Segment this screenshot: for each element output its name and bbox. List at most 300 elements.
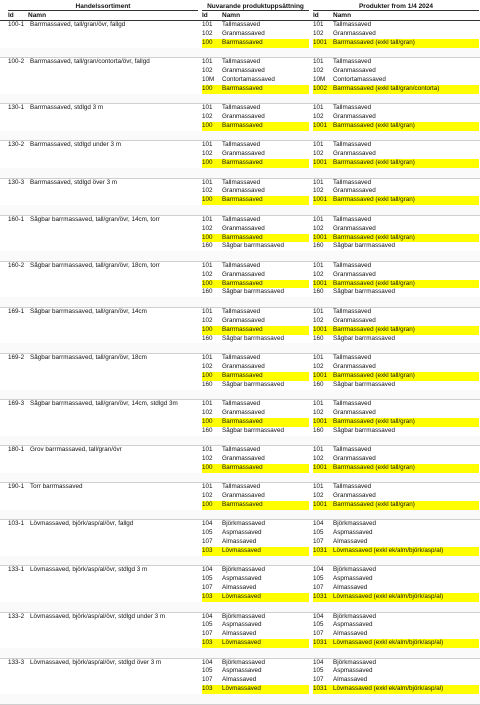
handel-cell [8, 141, 198, 150]
produkt-name: Barrmassaved (exkl tall/gran) [333, 325, 415, 333]
handel-id: 169-1 [8, 307, 25, 315]
nuvarande-id: 104 [202, 658, 213, 666]
handel-cell [8, 566, 198, 575]
table-row [0, 179, 480, 188]
nuvarande-id: 103 [202, 593, 213, 601]
nuvarande-name: Granmassaved [222, 362, 265, 370]
nuvarande-name: Barrmassaved [222, 371, 263, 379]
produkt-name: Tallmassaved [333, 446, 372, 454]
table-row [0, 520, 480, 529]
handel-cell [8, 354, 198, 363]
group-separator [0, 48, 480, 59]
produkt-id: 160 [313, 242, 324, 250]
nuvarande-id: 160 [202, 334, 213, 342]
produkt-id: 102 [313, 67, 324, 75]
nuvarande-name: Almassaved [222, 630, 257, 638]
produkt-name: Tallmassaved [333, 141, 372, 149]
group-separator [0, 131, 480, 142]
nuvarande-id: 102 [202, 187, 213, 195]
produkt-id: 1001 [313, 38, 328, 46]
nuvarande-id: 100 [202, 196, 213, 204]
nuvarande-id: 100 [202, 501, 213, 509]
nuvarande-id: 100 [202, 122, 213, 130]
handel-id: 103-1 [8, 520, 25, 528]
nuvarande-name: Granmassaved [222, 224, 265, 232]
id-heading: Id [202, 12, 208, 19]
nuvarande-cell [202, 67, 309, 76]
produkt-id: 107 [313, 584, 324, 592]
nuvarande-cell [202, 501, 309, 510]
produkt-name: Barrmassaved (exkl tall/gran) [333, 501, 415, 509]
nuvarande-id: 102 [202, 408, 213, 416]
produkt-id: 1001 [313, 463, 328, 471]
table-row [0, 122, 480, 131]
nuvarande-cell [202, 455, 309, 464]
nuvarande-cell [202, 483, 309, 492]
produkt-cell [313, 621, 479, 630]
nuvarande-id: 104 [202, 612, 213, 620]
handel-cell [8, 520, 198, 529]
nuvarande-cell [202, 335, 309, 344]
nuvarande-id: 102 [202, 224, 213, 232]
table-row [0, 280, 480, 289]
handel-cell [8, 659, 198, 668]
nuvarande-id: 101 [202, 178, 213, 186]
produkt-cell [313, 67, 479, 76]
nuvarande-name: Tallmassaved [222, 21, 261, 28]
nuvarande-cell [202, 685, 309, 694]
produkt-name: Granmassaved [333, 224, 376, 232]
handel-cell [8, 446, 198, 455]
nuvarande-cell [202, 179, 309, 188]
nuvarande-id: 101 [202, 141, 213, 149]
produkt-name: Barrmassaved (exkl tall/gran) [333, 38, 415, 46]
assortment-group [0, 354, 480, 400]
nuvarande-name: Granmassaved [222, 187, 265, 195]
nuvarande-id: 102 [202, 492, 213, 500]
handel-id: 169-3 [8, 400, 25, 407]
handel-cell [8, 85, 198, 94]
handel-name: Sågbar barrmassaved, tall/gran/övr, 14cm, torr [30, 215, 160, 223]
table-row [0, 216, 480, 225]
handel-cell [8, 676, 198, 685]
produkt-cell [313, 196, 479, 205]
handel-cell [8, 234, 198, 243]
table-row [0, 566, 480, 575]
handel-cell [8, 271, 198, 280]
assortment-group [0, 483, 480, 520]
nuvarande-id: 100 [202, 159, 213, 167]
produkt-id: 102 [313, 224, 324, 232]
handel-cell [8, 196, 198, 205]
produkt-cell [313, 455, 479, 464]
handel-id: 100-2 [8, 58, 25, 66]
table-row [0, 400, 480, 409]
nuvarande-id: 107 [202, 676, 213, 684]
group-separator [0, 94, 480, 105]
handel-name: Barrmassaved, stdlgd under 3 m [30, 141, 121, 149]
produkt-cell [313, 409, 479, 418]
produkt-id: 101 [313, 21, 324, 28]
nuvarande-cell [202, 58, 309, 67]
produkt-name: Granmassaved [333, 362, 376, 370]
produkt-name: Tallmassaved [333, 353, 372, 361]
nuvarande-cell [202, 613, 309, 622]
nuvarande-cell [202, 659, 309, 668]
subheader-handel [8, 11, 198, 20]
group-separator [0, 251, 480, 262]
nuvarande-name: Aspmassaved [222, 575, 262, 583]
produkt-name: Barrmassaved (exkl tall/gran) [333, 371, 415, 379]
produkt-id: 102 [313, 150, 324, 158]
nuvarande-cell [202, 381, 309, 390]
group-separator [0, 694, 480, 705]
group-separator [0, 648, 480, 659]
nuvarande-id: 102 [202, 29, 213, 37]
produkt-name: Barrmassaved (exkl tall/gran) [333, 159, 415, 167]
handel-cell [8, 335, 198, 344]
produkt-name: Almassaved [333, 538, 368, 546]
nuvarande-cell [202, 418, 309, 427]
assortment-group [0, 262, 480, 308]
produkt-name: Tallmassaved [333, 58, 372, 66]
nuvarande-id: 107 [202, 584, 213, 592]
produkt-cell [313, 446, 479, 455]
handel-cell [8, 547, 198, 556]
table-row [0, 159, 480, 168]
group-separator [0, 473, 480, 484]
produkt-cell [313, 418, 479, 427]
produkt-name: Barrmassaved (exkl tall/gran) [333, 279, 415, 287]
table-row [0, 630, 480, 639]
produkt-name: Sågbar barrmassaved [333, 242, 395, 250]
nuvarande-cell [202, 400, 309, 409]
nuvarande-id: 102 [202, 270, 213, 278]
produkt-name: Granmassaved [333, 187, 376, 195]
nuvarande-cell [202, 280, 309, 289]
produkt-id: 105 [313, 529, 324, 537]
nuvarande-id: 103 [202, 639, 213, 647]
produkt-name: Björkmassaved [333, 520, 377, 528]
produkt-cell [313, 667, 479, 676]
nuvarande-name: Tallmassaved [222, 400, 261, 407]
handel-name: Sågbar barrmassaved, tall/gran/övr, 14cm [30, 307, 147, 315]
produkt-cell [313, 520, 479, 529]
handel-name: Lövmassaved, björk/asp/al/övr, fallgd [30, 520, 134, 528]
handel-id: 100-1 [8, 21, 25, 28]
produkt-id: 1001 [313, 501, 328, 509]
table-row [0, 538, 480, 547]
produkt-cell [313, 271, 479, 280]
nuvarande-name: Aspmassaved [222, 621, 262, 629]
produkt-id: 102 [313, 29, 324, 37]
nuvarande-name: Sågbar barrmassaved [222, 288, 284, 296]
handel-name: Lövmassaved, björk/asp/al/övr, stdlgd över 3 m [30, 658, 162, 666]
produkt-name: Aspmassaved [333, 621, 373, 629]
handel-cell [8, 639, 198, 648]
namn-heading: Namn [333, 12, 352, 19]
nuvarande-cell [202, 141, 309, 150]
produkt-cell [313, 159, 479, 168]
handel-cell [8, 372, 198, 381]
table-row [0, 39, 480, 48]
handel-id: 130-3 [8, 178, 25, 186]
produkt-cell [313, 39, 479, 48]
nuvarande-id: 160 [202, 288, 213, 296]
table-row [0, 308, 480, 317]
nuvarande-name: Lövmassaved [222, 685, 261, 693]
nuvarande-name: Almassaved [222, 538, 257, 546]
nuvarande-name: Barrmassaved [222, 122, 263, 130]
produkt-name: Björkmassaved [333, 612, 377, 620]
produkt-name: Aspmassaved [333, 529, 373, 537]
produkt-id: 160 [313, 334, 324, 342]
assortment-group [0, 520, 480, 566]
produkt-name: Granmassaved [333, 316, 376, 324]
handel-cell [8, 613, 198, 622]
handel-cell [8, 529, 198, 538]
handel-cell [8, 21, 198, 30]
nuvarande-name: Tallmassaved [222, 353, 261, 361]
produkt-id: 104 [313, 566, 324, 574]
produkt-name: Almassaved [333, 676, 368, 684]
produkt-id: 104 [313, 520, 324, 528]
produkt-name: Barrmassaved (exkl tall/gran/contorta) [333, 84, 440, 92]
table-row [0, 584, 480, 593]
nuvarande-id: 105 [202, 621, 213, 629]
produkt-cell [313, 58, 479, 67]
produkt-id: 101 [313, 58, 324, 66]
nuvarande-cell [202, 104, 309, 113]
nuvarande-name: Almassaved [222, 584, 257, 592]
produkt-cell [313, 354, 479, 363]
produkt-cell [313, 566, 479, 575]
table-row [0, 21, 480, 30]
produkt-cell [313, 179, 479, 188]
handel-cell [8, 242, 198, 251]
handel-cell [8, 418, 198, 427]
produkt-cell [313, 400, 479, 409]
produkt-cell [313, 575, 479, 584]
nuvarande-id: 102 [202, 67, 213, 75]
nuvarande-cell [202, 354, 309, 363]
produkt-cell [313, 242, 479, 251]
table-row [0, 317, 480, 326]
produkt-id: 1031 [313, 685, 328, 693]
nuvarande-cell [202, 464, 309, 473]
handel-cell [8, 122, 198, 131]
handel-cell [8, 427, 198, 436]
nuvarande-id: 101 [202, 446, 213, 454]
nuvarande-name: Tallmassaved [222, 178, 261, 186]
produkt-cell [313, 538, 479, 547]
nuvarande-id: 160 [202, 242, 213, 250]
handel-id: 133-2 [8, 612, 25, 620]
handel-cell [8, 381, 198, 390]
table-row [0, 593, 480, 602]
produkt-name: Granmassaved [333, 113, 376, 121]
produkt-cell [313, 150, 479, 159]
handel-id: 180-1 [8, 446, 25, 454]
group-separator [0, 510, 480, 521]
handel-name: Grov barrmassaved, tall/gran/övr [30, 446, 122, 454]
produkt-cell [313, 381, 479, 390]
produkt-id: 101 [313, 483, 324, 491]
produkt-cell [313, 113, 479, 122]
produkt-name: Granmassaved [333, 454, 376, 462]
handel-name: Sågbar barrmassaved, tall/gran/övr, 14cm, stdlgd 3m [30, 400, 178, 407]
table-row [0, 446, 480, 455]
handel-cell [8, 67, 198, 76]
table-row [0, 455, 480, 464]
produkt-id: 101 [313, 141, 324, 149]
handel-cell [8, 363, 198, 372]
nuvarande-id: 105 [202, 575, 213, 583]
nuvarande-cell [202, 547, 309, 556]
assortment-group [0, 613, 480, 659]
produkt-name: Aspmassaved [333, 667, 373, 675]
nuvarande-id: 100 [202, 325, 213, 333]
produkt-id: 1001 [313, 196, 328, 204]
produkt-name: Barrmassaved (exkl tall/gran) [333, 233, 415, 241]
nuvarande-name: Granmassaved [222, 150, 265, 158]
produkt-cell [313, 280, 479, 289]
handel-cell [8, 280, 198, 289]
handel-cell [8, 501, 198, 510]
handel-cell [8, 30, 198, 39]
assortment-group [0, 216, 480, 262]
handel-id: 160-2 [8, 261, 25, 269]
produkt-id: 104 [313, 612, 324, 620]
nuvarande-name: Barrmassaved [222, 159, 263, 167]
nuvarande-cell [202, 271, 309, 280]
nuvarande-name: Barrmassaved [222, 417, 263, 425]
nuvarande-cell [202, 113, 309, 122]
nuvarande-name: Almassaved [222, 676, 257, 684]
assortment-group [0, 58, 480, 104]
produkt-cell [313, 30, 479, 39]
produkt-cell [313, 122, 479, 131]
nuvarande-name: Granmassaved [222, 492, 265, 500]
id-heading: Id [313, 12, 319, 19]
produkt-name: Tallmassaved [333, 400, 372, 407]
nuvarande-name: Tallmassaved [222, 483, 261, 491]
table-row [0, 659, 480, 668]
handel-cell [8, 584, 198, 593]
nuvarande-id: 102 [202, 454, 213, 462]
group-separator [0, 436, 480, 447]
table-row [0, 685, 480, 694]
nuvarande-name: Sågbar barrmassaved [222, 426, 284, 434]
produkt-id: 105 [313, 667, 324, 675]
table-row [0, 30, 480, 39]
table-row [0, 575, 480, 584]
table-row [0, 529, 480, 538]
handel-cell [8, 159, 198, 168]
nuvarande-id: 100 [202, 279, 213, 287]
produkt-name: Tallmassaved [333, 307, 372, 315]
nuvarande-cell [202, 21, 309, 30]
nuvarande-cell [202, 529, 309, 538]
assortment-group [0, 400, 480, 446]
produkt-cell [313, 326, 479, 335]
nuvarande-heading: Nuvarande produktuppsättning [202, 2, 309, 11]
nuvarande-id: 101 [202, 21, 213, 28]
nuvarande-name: Lövmassaved [222, 547, 261, 555]
produkt-cell [313, 187, 479, 196]
handel-cell [8, 225, 198, 234]
nuvarande-cell [202, 262, 309, 271]
handel-cell [8, 593, 198, 602]
table-row [0, 492, 480, 501]
nuvarande-name: Tallmassaved [222, 261, 261, 269]
nuvarande-id: 101 [202, 261, 213, 269]
assortment-group [0, 141, 480, 178]
handel-id: 190-1 [8, 483, 25, 491]
produkt-cell [313, 492, 479, 501]
handel-cell [8, 464, 198, 473]
nuvarande-name: Tallmassaved [222, 58, 261, 66]
nuvarande-cell [202, 566, 309, 575]
nuvarande-name: Barrmassaved [222, 84, 263, 92]
produkt-id: 102 [313, 408, 324, 416]
nuvarande-cell [202, 326, 309, 335]
nuvarande-name: Barrmassaved [222, 38, 263, 46]
produkt-id: 101 [313, 215, 324, 223]
handel-cell [8, 113, 198, 122]
handel-id: 130-2 [8, 141, 25, 149]
handel-cell [8, 326, 198, 335]
produkt-name: Almassaved [333, 584, 368, 592]
handel-id: 160-1 [8, 215, 25, 223]
produkt-id: 101 [313, 353, 324, 361]
nuvarande-name: Granmassaved [222, 408, 265, 416]
produkt-id: 105 [313, 621, 324, 629]
nuvarande-cell [202, 317, 309, 326]
nuvarande-cell [202, 308, 309, 317]
produkt-cell [313, 262, 479, 271]
nuvarande-id: 101 [202, 400, 213, 407]
table-row [0, 58, 480, 67]
produkt-name: Tallmassaved [333, 483, 372, 491]
produkt-cell [313, 501, 479, 510]
group-separator [0, 556, 480, 567]
table-row [0, 409, 480, 418]
produkt-cell [313, 234, 479, 243]
nuvarande-name: Contortamassaved [222, 75, 275, 83]
nuvarande-id: 100 [202, 417, 213, 425]
nuvarande-cell [202, 584, 309, 593]
nuvarande-id: 102 [202, 150, 213, 158]
produkt-id: 104 [313, 658, 324, 666]
nuvarande-cell [202, 538, 309, 547]
produkt-id: 1001 [313, 159, 328, 167]
table-row [0, 196, 480, 205]
produkt-id: 101 [313, 261, 324, 269]
produkt-id: 102 [313, 270, 324, 278]
id-heading: Id [8, 12, 14, 19]
table-row [0, 639, 480, 648]
produkt-id: 1001 [313, 371, 328, 379]
produkt-cell [313, 225, 479, 234]
nuvarande-id: 101 [202, 307, 213, 315]
namn-heading: Namn [28, 12, 47, 19]
nuvarande-name: Tallmassaved [222, 215, 261, 223]
handelssortiment-heading: Handelssortiment [8, 2, 198, 11]
group-separator [0, 390, 480, 401]
nuvarande-cell [202, 630, 309, 639]
produkt-cell [313, 308, 479, 317]
